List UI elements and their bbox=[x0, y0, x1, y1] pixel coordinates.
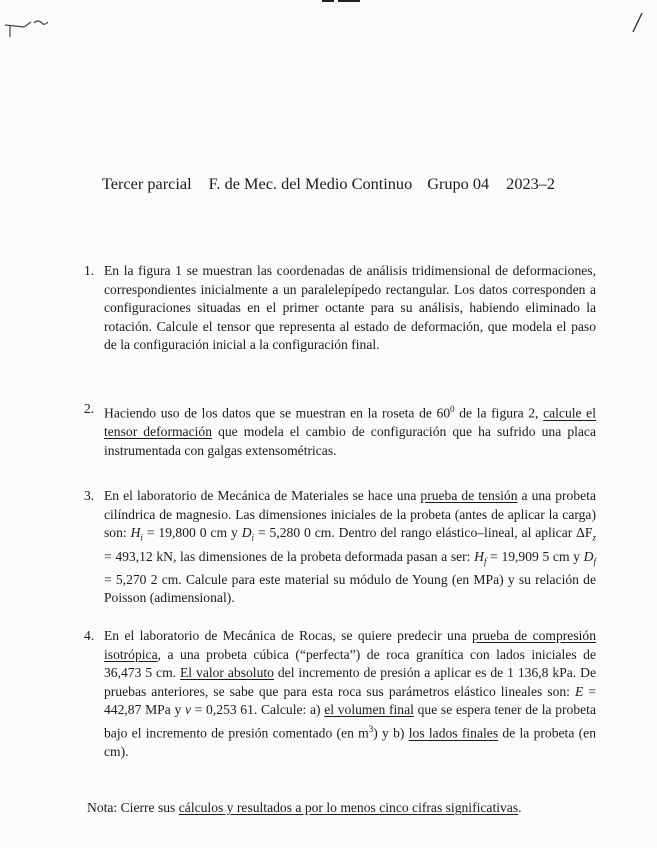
problem-number: 2. bbox=[84, 401, 95, 416]
problem-1 bbox=[84, 262, 596, 355]
underlined-phrase: cálculos y resultados a por lo menos cinco cifras significativas bbox=[178, 800, 519, 815]
problem-2 bbox=[84, 400, 596, 460]
problem-number: 1. bbox=[84, 263, 95, 278]
problem-4 bbox=[84, 627, 596, 762]
problem-3 bbox=[84, 487, 596, 608]
problem-text: En el laboratorio de Mecánica de Materiales se hace una prueba de tensión a una probeta cilíndrica de magnesio. Las dimensiones iniciales de la probeta (antes de aplicar la carga) son: $H_i = 19,800$ 0 cm y $D_i = 5,280$ 0 cm. Dentro del rango elástico–lineal, al aplicar $\Delta F_z = 493,12$ kN, las dimensiones de la probeta deformada pasan a ser: $H_f = 19,909$ 5 cm y $D_f = 5,270$ 2 cm. Calcule para este material su módulo de Young (en MPa) y su relación de Poisson (adimensional). bbox=[104, 488, 596, 606]
term-label: 2023–2 bbox=[506, 174, 556, 193]
exam-header bbox=[0, 174, 657, 194]
scan-artifact-top bbox=[322, 0, 382, 4]
handwritten-mark bbox=[4, 16, 54, 38]
underlined-phrase: calcule el tensor deformación bbox=[104, 405, 596, 440]
problem-number: 3. bbox=[84, 488, 95, 503]
underlined-phrase: los lados finales bbox=[408, 725, 499, 741]
underlined-phrase: El valor absoluto bbox=[180, 665, 274, 681]
exam-note: Nota: Cierre sus cálculos y resultados a por lo menos cinco cifras significativas. bbox=[87, 800, 522, 815]
handwritten-slash bbox=[630, 12, 644, 34]
problem-text: Haciendo uso de los datos que se muestran en la roseta de $60^0$ de la figura 2, calcule el tensor deformación que modela el cambio de configuración que ha sufrido una placa instrumentada con galgas extensométricas. bbox=[104, 404, 596, 458]
problem-number: 4. bbox=[84, 628, 95, 643]
underlined-phrase: prueba de tensión bbox=[420, 488, 518, 503]
exam-title: Tercer parcial bbox=[101, 174, 192, 193]
course-name: F. de Mec. del Medio Continuo bbox=[208, 174, 413, 193]
problem-text: En la figura 1 se muestran las coordenadas de análisis tridimensional de deformaciones, correspondientes inicialmente a un paralelepípedo rectangular. Los datos corresponden a configuraciones situadas en el primer octante para su análisis, habiendo eliminado la rotación. Calcule el tensor que representa al estado de deformación, que modela el paso de la configuración inicial a la configuración final. bbox=[104, 263, 596, 353]
underlined-phrase: el volumen final bbox=[324, 702, 414, 718]
underlined-phrase: prueba de compresión isotrópica bbox=[104, 628, 596, 662]
group-label: Grupo 04 bbox=[427, 174, 490, 193]
problem-text: En el laboratorio de Mecánica de Rocas, se quiere predecir una prueba de compresión isotrópica, a una probeta cúbica (“perfecta”) de roca granítica con lados iniciales de 36,473 5 cm. El valor absoluto del incremento de presión a aplicar es de 1 136,8 kPa. De pruebas anteriores, se sabe que para esta roca sus parámetros elástico lineales son: E = 442,87 MPa y ν = 0,253 61. Calcule: a) el volumen final que se espera tener de la probeta bajo el incremento de presión comentado (en $m^3$) y b) los lados finales de la probeta (en cm). bbox=[104, 628, 596, 760]
